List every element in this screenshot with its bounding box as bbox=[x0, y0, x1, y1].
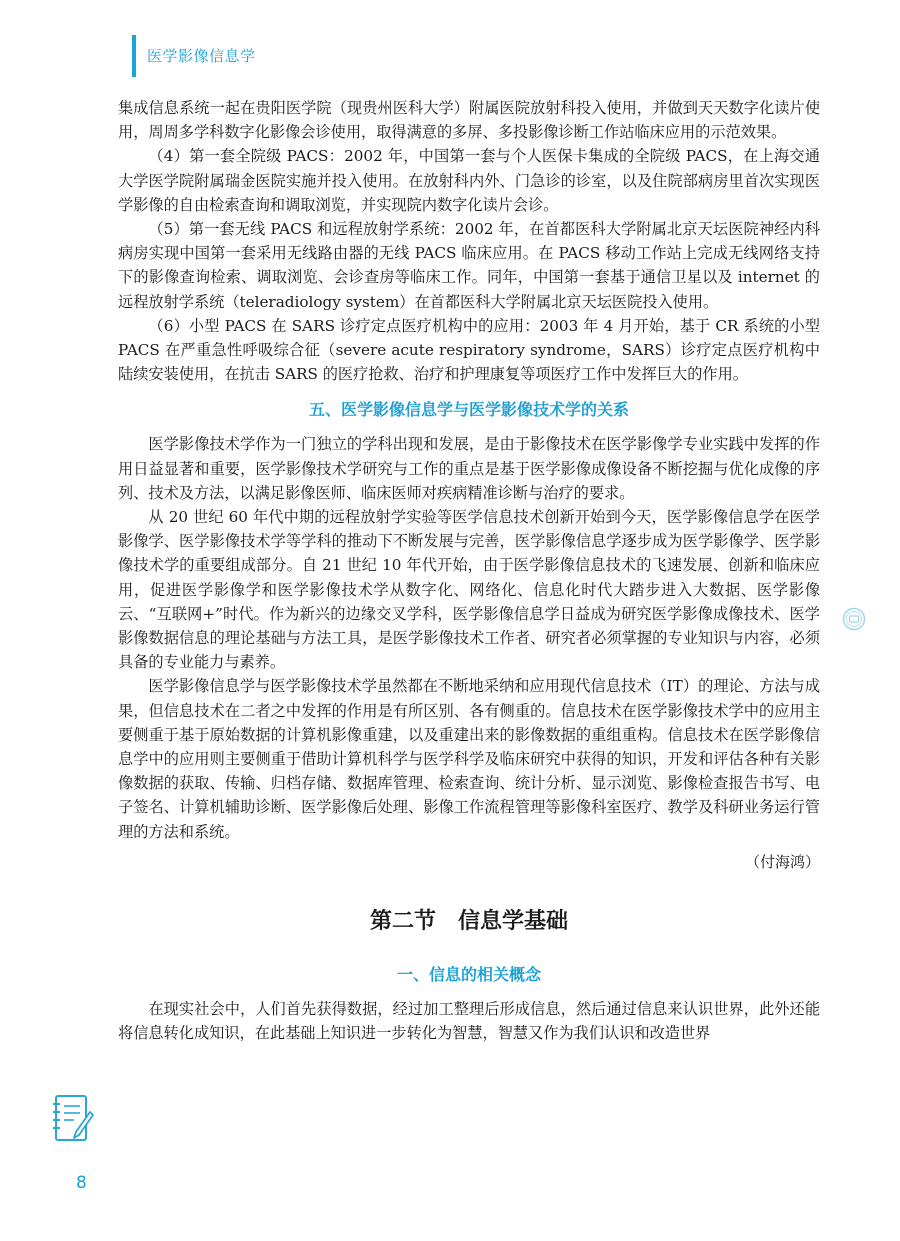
author-signature: （付海鸿） bbox=[744, 852, 820, 871]
section-heading: 五、医学影像信息学与医学影像技术学的关系 bbox=[308, 400, 629, 420]
header-accent-bar bbox=[132, 35, 136, 77]
paragraph: 集成信息系统一起在贵阳医学院（现贵州医科大学）附属医院放射科投入使用，并做到天天数字化读片使用，周周多学科数字化影像会诊使用，取得满意的多屏、多投影像诊断工作站临床应用的示范效果。 bbox=[118, 99, 820, 142]
paragraph: 医学影像技术学作为一门独立的学科出现和发展，是由于影像技术在医学影像学专业实践中发挥的作用日益显著和重要，医学影像技术学研究与工作的重点是基于医学影像成像设备不断挖掘与优化成像的序列、技术及方法，以满足影像医师、临床医师对疾病精准诊断与治疗的要求。 bbox=[118, 435, 820, 502]
paragraph: 在现实社会中，人们首先获得数据，经过加工整理后形成信息，然后通过信息来认识世界，此外还能将信息转化成知识，在此基础上知识进一步转化为智慧，智慧又作为我们认识和改造世界 bbox=[118, 999, 820, 1043]
digital-resource-icon[interactable] bbox=[842, 607, 866, 631]
paragraph: 从 20 世纪 60 年代中期的远程放射学实验等医学信息技术创新开始到今天，医学影像信息学在医学影像学、医学影像技术学等学科的推动下不断发展与完善，医学影像信息学逐步成为医学影像学、医学影像技术学的重要组成部分。自 21 世纪 10 年代开始，由于医学影像信息技术的飞速发展、创新和临床应用，促进医学影像学和医学影像技术学从数字化、网络化、信息化时代大踏步进入大数据、医学影像云、“互联网+”时代。作为新兴的边缘交叉学科，医学影像信息学日益成为研究医学影像成像技术、医学影像数据信息的理论基础与方法工具，是医学影像技术工作者、研究者必须掌握的专业知识与内容，必须具备的专业能力与素养。 bbox=[118, 508, 820, 672]
page-number: 8 bbox=[76, 1173, 87, 1193]
page-body bbox=[118, 96, 820, 1045]
paragraph: （6）小型 PACS 在 SARS 诊疗定点医疗机构中的应用：2003 年 4 月开始，基于 CR 系统的小型 PACS 在严重急性呼吸综合征（severe acute respiratory syndrome，SARS）诊疗定点医疗机构中陆续安装使用，在抗击 SARS 的医疗抢救、治疗和护理康复等项医疗工作中发挥巨大的作用。 bbox=[118, 316, 820, 384]
paragraph: 医学影像信息学与医学影像技术学虽然都在不断地采纳和应用现代信息技术（IT）的理论、方法与成果，但信息技术在二者之中发挥的作用是有所区别、各有侧重的。信息技术在医学影像技术学中的应用主要侧重于基于原始数据的计算机影像重建，以及重建出来的影像数据的重组重构。信息技术在医学影像信息学中的应用则主要侧重于借助计算机科学与医学科学及临床研究中获得的知识，开发和评估各种有关影像数据的获取、传输、归档存储、数据库管理、检索查询、统计分析、显示浏览、影像检查报告书写、电子签名、计算机辅助诊断、医学影像后处理、影像工作流程管理等影像科室医疗、教学及科研业务运行管理的方法和系统。 bbox=[118, 677, 820, 841]
chapter-title: 第二节 信息学基础 bbox=[369, 908, 568, 934]
paragraph: （4）第一套全院级 PACS：2002 年，中国第一套与个人医保卡集成的全院级 PACS，在上海交通大学医学院附属瑞金医院实施并投入使用。在放射科内外、门急诊的诊室，以及住院部病房里首次实现医学影像的自由检索查询和调取浏览，并实现院内数字化读片会诊。 bbox=[118, 147, 820, 214]
section-heading: 一、信息的相关概念 bbox=[396, 964, 541, 984]
notebook-icon bbox=[52, 1092, 94, 1146]
paragraph: （5）第一套无线 PACS 和远程放射学系统：2002 年，在首都医科大学附属北京天坛医院神经内科病房实现中国第一套采用无线路由器的无线 PACS 临床应用。在 PACS 移动工作站上完成无线网络支持下的影像查询检索、调取浏览、会诊查房等临床工作。同年，中国第一套基于通信卫星以及 internet 的远程放射学系统（teleradiology system）在首都医科大学附属北京天坛医院投入使用。 bbox=[118, 220, 820, 311]
running-title: 医学影像信息学 bbox=[147, 47, 256, 65]
